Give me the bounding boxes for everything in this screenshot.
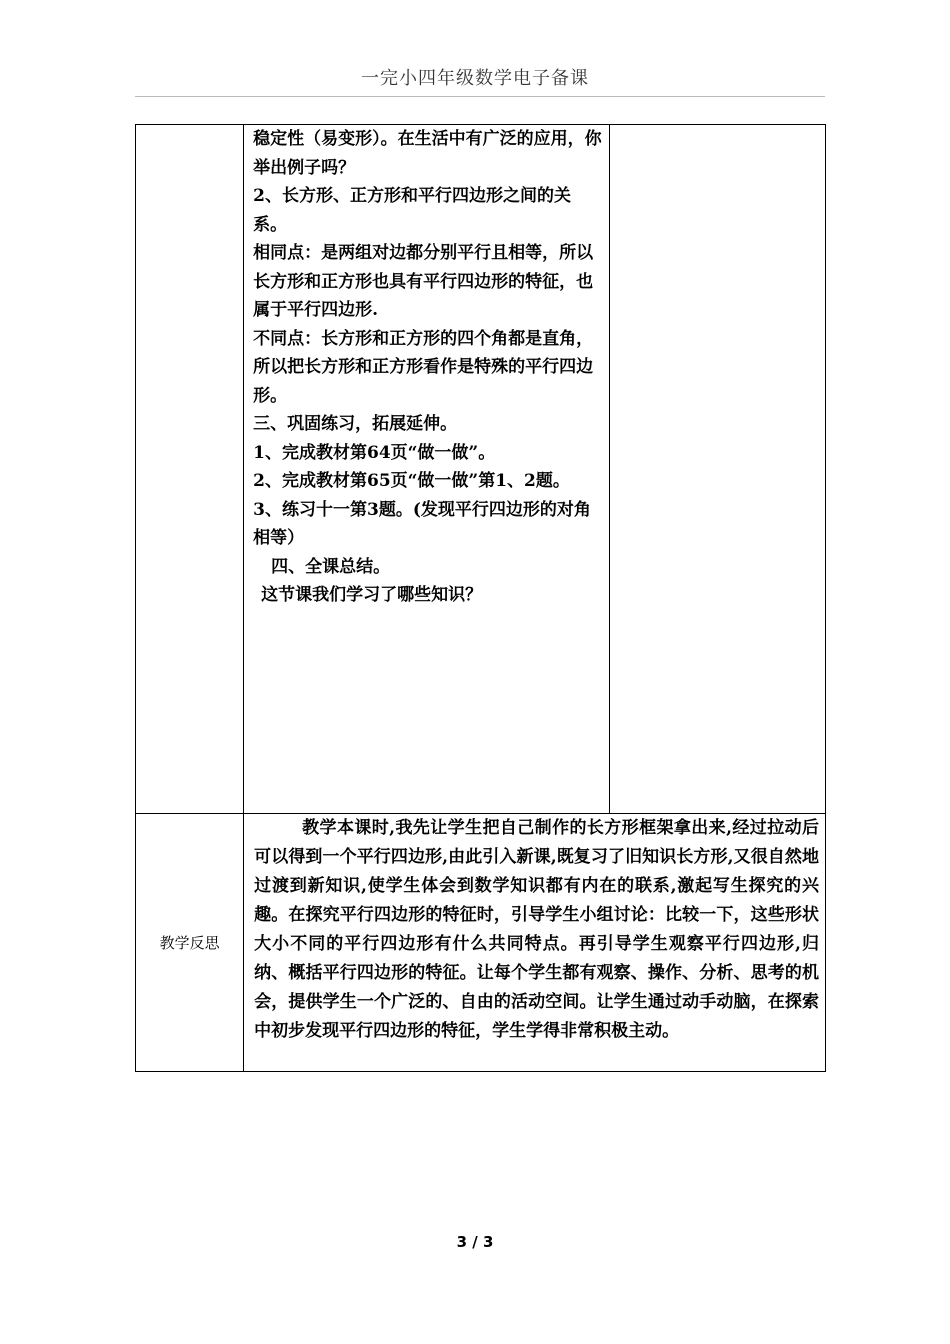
header-rule (135, 96, 825, 97)
reflection-label: 教学反思 (136, 814, 244, 1072)
lesson-plan-table (135, 124, 826, 1072)
process-line: 相同点：是两组对边都分别平行且相等，所以长方形和正方形也具有平行四边形的特征，也属于平行四边形. (253, 243, 594, 320)
process-notes-cell (609, 125, 825, 814)
page-number: 3 / 3 (456, 1233, 494, 1251)
process-line: 3、练习十一第3题。(发现平行四边形的对角相等） (253, 499, 591, 548)
process-line: 2、长方形、正方形和平行四边形之间的关系。 (253, 186, 571, 235)
process-text (244, 125, 609, 610)
page-header-title: 一完小四年级数学电子备课 (361, 68, 589, 89)
process-line: 不同点：长方形和正方形的四个角都是直角，所以把长方形和正方形看作是特殊的平行四边形。 (253, 328, 594, 406)
process-line: 2、完成教材第65页“做一做”第1、2题。 (253, 471, 570, 491)
process-label-cell (136, 125, 244, 814)
process-line: 这节课我们学习了哪些知识？ (261, 585, 483, 605)
reflection-content-cell (244, 814, 826, 1072)
teaching-process-row (136, 125, 826, 814)
process-line: 1、完成教材第64页“做一做”。 (253, 442, 496, 463)
process-line: 稳定性（易变形）。在生活中有广泛的应用，你举出例子吗？ (253, 129, 602, 178)
process-content-cell (244, 125, 610, 814)
teaching-reflection-row (136, 814, 826, 1072)
reflection-text: 教学本课时,我先让学生把自己制作的长方形框架拿出来,经过拉动后可以得到一个平行四边形,由此引入新课,既复习了旧知识长方形,又很自然地过渡到新知识,使学生体会到数学知识都有内在的联系,激起写生探究的兴趣。在探究平行四边形的特征时，引导学生小组讨论：比较一下，这些形状大小不同的平行四边形有什么共同特点。再引导学生观察平行四边形,归纳、概括平行四边形的特征。让每个学生都有观察、操作、分析、思考的机会，提供学生一个广泛的、自由的活动空间。让学生通过动手动脑，在探索中初步发现平行四边形的特征，学生学得非常积极主动。 (254, 818, 819, 1041)
process-line: 四、全课总结。 (271, 556, 391, 577)
process-line: 三、巩固练习，拓展延伸。 (253, 414, 458, 434)
